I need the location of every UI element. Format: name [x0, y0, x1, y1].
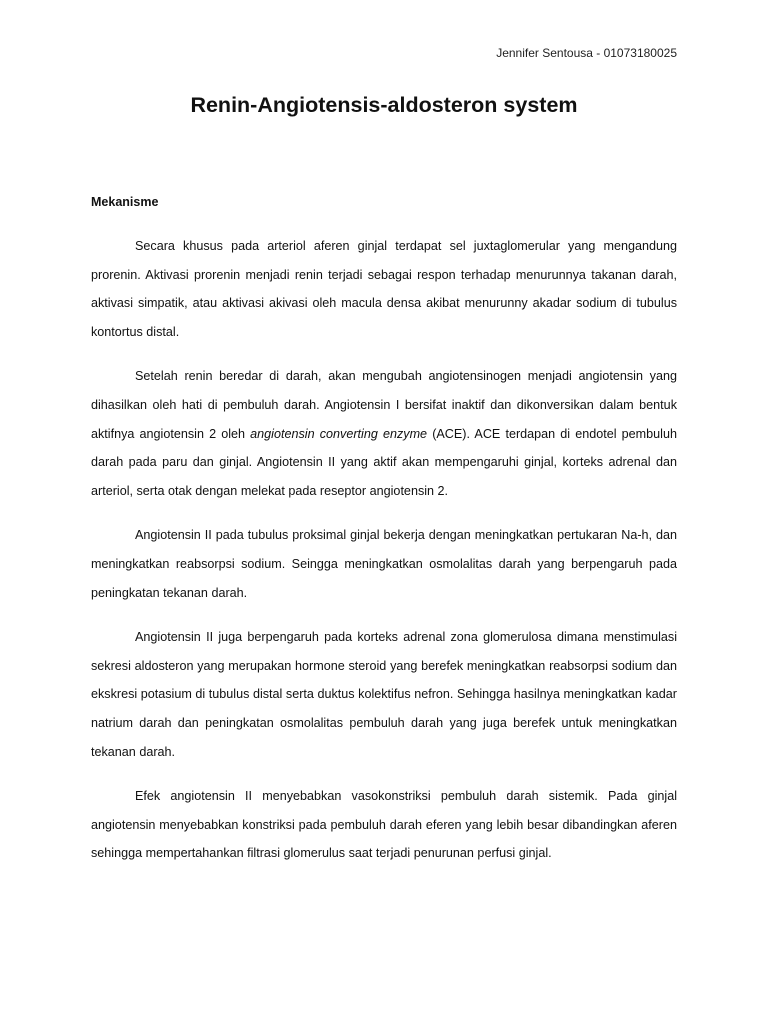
paragraph-2-text-end: (ACE). ACE terdapan di endotel pembuluh darah pada paru dan ginjal. Angiotensin II yang aktif akan mempengaruhi ginjal, korteks adrenal dan arteriol, serta otak dengan melekat pada reseptor angiotensin 2. [91, 426, 677, 498]
paragraph-3: Angiotensin II pada tubulus proksimal ginjal bekerja dengan meningkatkan pertukaran Na-h, dan meningkatkan reabsorpsi sodium. Seingga meningkatkan osmolalitas darah yang berpengaruh pada peningkatan tekanan darah. [91, 528, 677, 600]
header-author: Jennifer Sentousa - 01073180025 [496, 46, 677, 60]
paragraph-1: Secara khusus pada arteriol aferen ginjal terdapat sel juxtaglomerular yang mengandung prorenin. Aktivasi prorenin menjadi renin terjadi sebagai respon terhadap menurunnya takanan darah, aktivasi simpatik, atau aktivasi akivasi oleh macula densa akibat menurunny akadar sodium di tubulus kontortus distal. [91, 239, 677, 339]
paragraph-5: Efek angiotensin II menyebabkan vasokonstriksi pembuluh darah sistemik. Pada ginjal angiotensin menyebabkan konstriksi pada pembuluh darah eferen yang lebih besar dibandingkan aferen sehingga mempertahankan filtrasi glomerulus saat terjadi penurunan perfusi ginjal. [91, 789, 677, 861]
paragraph-4: Angiotensin II juga berpengaruh pada korteks adrenal zona glomerulosa dimana menstimulasi sekresi aldosteron yang merupakan hormone steroid yang berefek meningkatkan reabsorpsi sodium dan ekskresi potasium di tubulus distal serta duktus kolektifus nefron. Sehingga hasilnya meningkatkan kadar natrium darah dan peningkatan osmolalitas pembuluh darah yang juga berefek untuk meningkatkan tekanan darah. [91, 630, 677, 759]
section-heading: Mekanisme [91, 195, 159, 209]
paragraph-2 [91, 362, 677, 505]
paragraph-2-text-start: Setelah renin beredar di darah, akan mengubah angiotensinogen menjadi angiotensin yang dihasilkan oleh hati di pembuluh darah. Angiotensin I bersifat inaktif dan dikonversikan dalam bentuk aktifnya angiotensin 2 oleh [91, 369, 677, 441]
body-text [91, 232, 677, 884]
paragraph-2-italic-term: angiotensin converting enzyme [250, 426, 428, 441]
document-title: Renin-Angiotensis-aldosteron system [190, 93, 578, 117]
